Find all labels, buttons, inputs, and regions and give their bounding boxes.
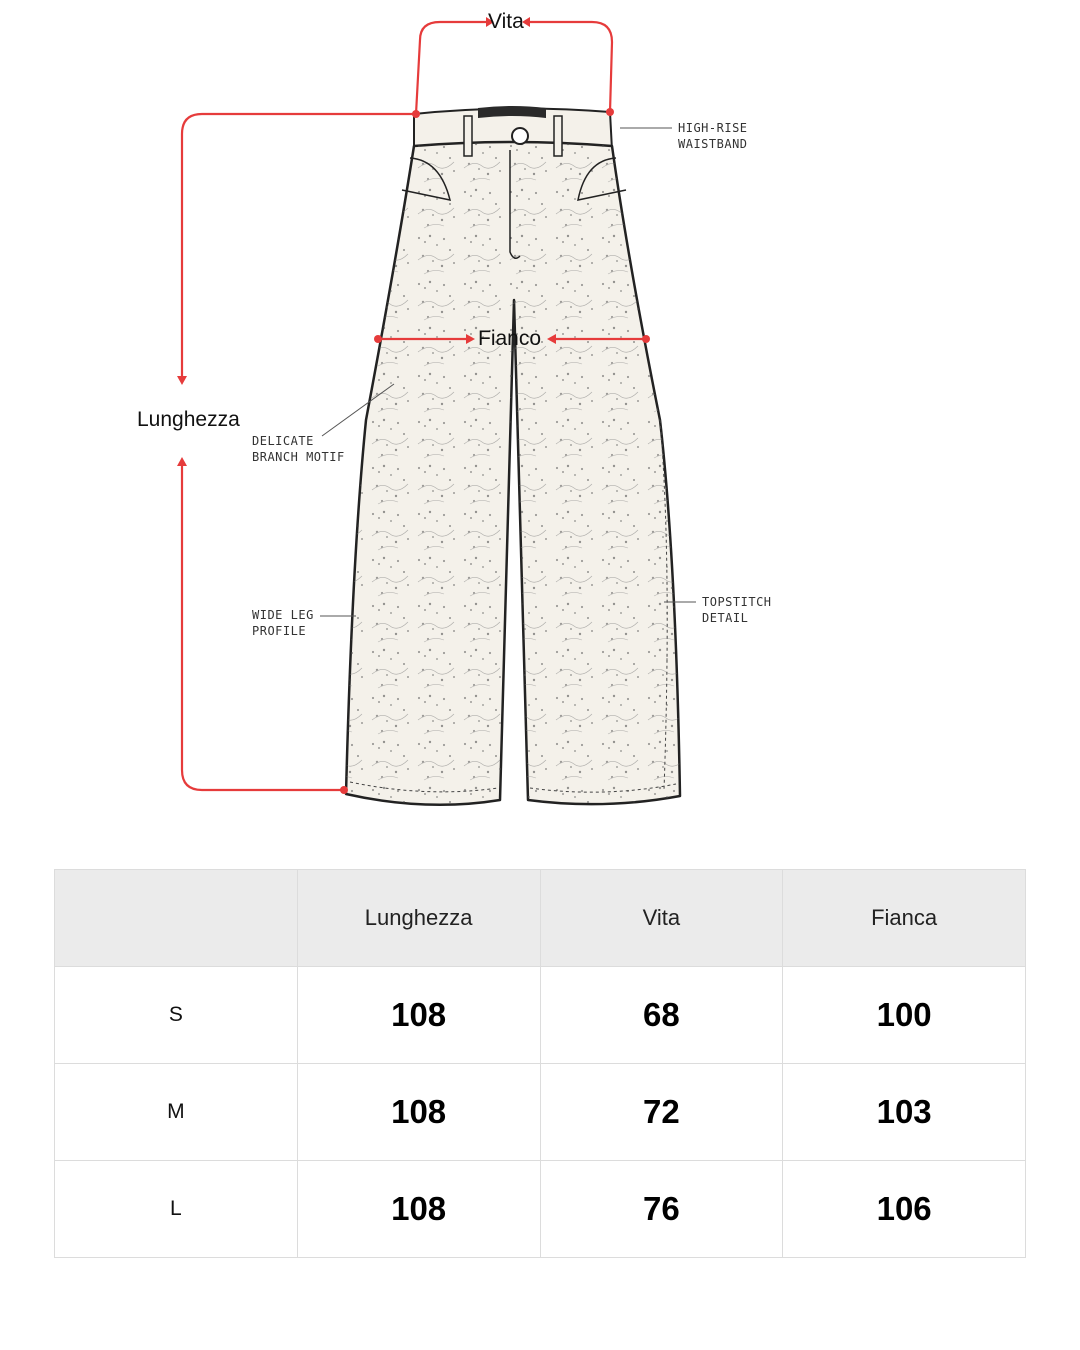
callout-branch-line1: DELICATE bbox=[252, 434, 314, 448]
header-waist: Vita bbox=[540, 870, 783, 967]
table-row bbox=[55, 1161, 1026, 1258]
header-hip: Fianca bbox=[783, 870, 1026, 967]
callout-wideleg-line2: PROFILE bbox=[252, 624, 307, 638]
callout-waistband-line2: WAISTBAND bbox=[678, 137, 748, 151]
size-cell: S bbox=[55, 967, 298, 1064]
callout-waistband-line1: HIGH-RISE bbox=[678, 121, 748, 135]
length-value: 108 bbox=[297, 967, 540, 1064]
length-value: 108 bbox=[297, 1161, 540, 1258]
length-value: 108 bbox=[297, 1064, 540, 1161]
hip-value: 106 bbox=[783, 1161, 1026, 1258]
callout-branch-motif bbox=[252, 433, 345, 465]
length-measure-label: Lunghezza bbox=[137, 408, 240, 431]
callout-topstitch-line2: DETAIL bbox=[702, 611, 749, 625]
waist-measure-label: Vita bbox=[488, 10, 524, 33]
header-size bbox=[55, 870, 298, 967]
hip-measure-label: Fianco bbox=[478, 327, 542, 350]
callout-topstitch bbox=[702, 594, 772, 626]
callout-topstitch-line1: TOPSTITCH bbox=[702, 595, 772, 609]
callout-wideleg-line1: WIDE LEG bbox=[252, 608, 314, 622]
table-row bbox=[55, 1064, 1026, 1161]
waist-value: 76 bbox=[540, 1161, 783, 1258]
waist-value: 72 bbox=[540, 1064, 783, 1161]
hip-value: 103 bbox=[783, 1064, 1026, 1161]
table-header-row bbox=[55, 870, 1026, 967]
size-cell: M bbox=[55, 1064, 298, 1161]
callout-branch-line2: BRANCH MOTIF bbox=[252, 450, 345, 464]
size-cell: L bbox=[55, 1161, 298, 1258]
callout-waistband bbox=[678, 120, 748, 152]
waist-value: 68 bbox=[540, 967, 783, 1064]
hip-value: 100 bbox=[783, 967, 1026, 1064]
header-length: Lunghezza bbox=[297, 870, 540, 967]
pants-illustration bbox=[346, 106, 680, 805]
size-chart-table bbox=[54, 869, 1026, 1258]
callout-wide-leg bbox=[252, 607, 314, 639]
table-row bbox=[55, 967, 1026, 1064]
